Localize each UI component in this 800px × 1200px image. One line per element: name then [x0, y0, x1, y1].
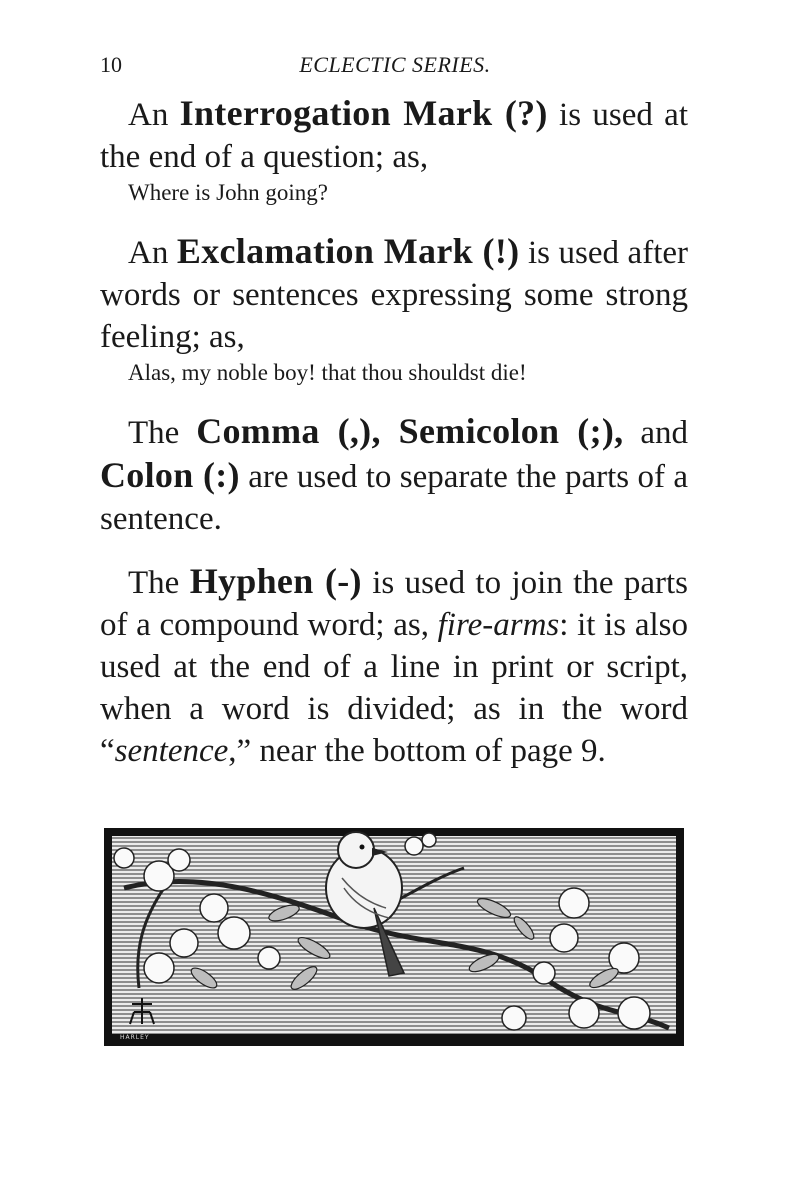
para-text: ,” near the bottom of page 9.	[228, 733, 606, 769]
term-interrogation-mark: Interrogation Mark (?)	[179, 93, 548, 133]
para-text: : it is also used at the end of a line in print or script, when a word is divided; as in the word “	[100, 607, 688, 769]
para-lead: An	[128, 97, 180, 133]
paragraph-exclamation	[100, 230, 688, 358]
engraving-bird-on-blossom-branch	[104, 828, 684, 1046]
term-hyphen: Hyphen (-)	[189, 561, 362, 601]
para-text: are used to separate the parts of a sentence.	[100, 459, 688, 537]
example-word-fire-arms: fire-arms	[437, 607, 560, 643]
para-lead: An	[128, 235, 177, 271]
engraving-image	[104, 828, 684, 1046]
example-interrogation: Where is John going?	[128, 180, 328, 205]
term-comma-semicolon: Comma (,), Semicolon (;),	[196, 411, 624, 451]
engraver-signature: HARLEY	[120, 1034, 150, 1041]
paragraph-hyphen	[100, 560, 688, 772]
example-word-sentence: sentence	[114, 733, 229, 769]
page-header	[100, 52, 690, 82]
para-text: is used to join the parts of a compound word; as,	[100, 565, 689, 643]
para-text: is used after words or sentences expressing some strong feeling; as,	[100, 235, 688, 355]
paragraph-comma-semicolon-colon	[100, 410, 688, 540]
term-exclamation-mark: Exclamation Mark (!)	[176, 231, 520, 271]
term-colon: Colon (:)	[100, 455, 240, 495]
page-body	[100, 92, 688, 786]
paragraph-interrogation	[100, 92, 688, 178]
example-exclamation: Alas, my noble boy! that thou shouldst die!	[128, 360, 527, 385]
para-lead: The	[128, 415, 197, 451]
running-head: ECLECTIC SERIES.	[299, 52, 491, 77]
page-number: 10	[100, 52, 122, 77]
para-lead: The	[128, 565, 190, 601]
para-text: and	[623, 415, 688, 451]
para-text: is used at the end of a question; as,	[100, 97, 688, 175]
